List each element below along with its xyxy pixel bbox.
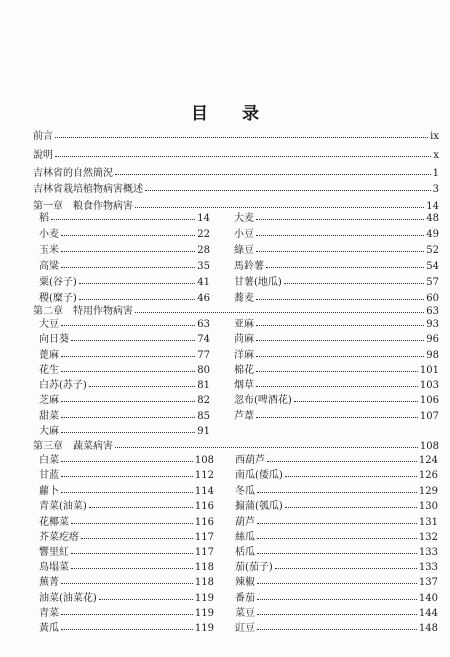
dot-leader	[55, 136, 428, 138]
toc-entry-page: 148	[418, 623, 438, 634]
toc-entry-page: 22	[197, 229, 210, 240]
dot-leader	[257, 598, 417, 600]
toc-entry-title: 豇豆	[235, 623, 255, 634]
dot-leader	[61, 491, 193, 493]
dot-leader	[256, 298, 424, 300]
toc-entry-title: 甜菜	[39, 411, 59, 422]
toc-entry[interactable]	[39, 365, 210, 377]
toc-entry-title: 辣椒	[235, 577, 255, 588]
toc-entry[interactable]	[39, 350, 210, 362]
toc-entry-title: 芦葦	[234, 411, 254, 422]
toc-entry-page: 117	[194, 547, 214, 558]
toc-entry[interactable]	[33, 168, 439, 180]
toc-entry-page: 41	[197, 277, 210, 288]
toc-entry[interactable]	[234, 261, 439, 273]
dot-leader	[61, 416, 195, 418]
toc-entry-title: 芥菜疙瘩	[39, 532, 79, 543]
toc-entry-title: 甘薯(地瓜)	[234, 277, 282, 288]
dot-leader	[61, 475, 193, 477]
toc-entry-page: 103	[419, 380, 439, 391]
dot-leader	[284, 282, 424, 284]
dot-leader	[257, 613, 417, 615]
toc-entry[interactable]	[234, 350, 439, 362]
toc-entry[interactable]	[234, 319, 439, 331]
toc-entry[interactable]	[39, 470, 214, 482]
toc-entry[interactable]	[39, 213, 210, 225]
dot-leader	[61, 400, 195, 402]
toc-entry-page: 144	[418, 608, 438, 619]
toc-entry-page: 116	[194, 501, 214, 512]
toc-entry-page: 96	[426, 334, 439, 345]
toc-entry-page: 52	[426, 245, 439, 256]
toc-entry[interactable]	[39, 411, 210, 423]
dot-leader	[71, 552, 193, 554]
toc-entry-title: 前言	[33, 131, 53, 142]
toc-entry-title: 青菜	[39, 608, 59, 619]
toc-entry[interactable]	[39, 623, 214, 635]
dot-leader	[257, 552, 417, 554]
toc-entry[interactable]	[39, 395, 210, 407]
toc-entry-title: 南瓜(倭瓜)	[235, 470, 283, 481]
toc-entry-page: 129	[418, 486, 438, 497]
toc-entry[interactable]	[235, 532, 438, 544]
toc-entry[interactable]	[39, 380, 210, 392]
toc-entry-page: 130	[418, 501, 438, 512]
toc-entry-title: 葫芦	[235, 517, 255, 528]
toc-entry-title: 白苏(苏子)	[39, 380, 87, 391]
toc-entry[interactable]	[39, 593, 214, 605]
toc-entry-title: 烟草	[234, 380, 254, 391]
toc-entry-page: 106	[419, 395, 439, 406]
toc-entry-title: 第一章 粮食作物病害	[33, 201, 133, 212]
dot-leader	[61, 370, 195, 372]
toc-entry-page: 107	[419, 411, 439, 422]
toc-entry[interactable]	[39, 486, 214, 498]
toc-entry-title: 大麻	[39, 426, 59, 437]
toc-entry-title: 高粱	[39, 261, 59, 272]
dot-leader	[275, 567, 417, 569]
toc-entry-title: 稷(糜子)	[39, 293, 77, 304]
toc-entry-page: 63	[197, 319, 210, 330]
dot-leader	[256, 250, 424, 252]
toc-entry-title: 亚麻	[234, 319, 254, 330]
toc-entry[interactable]	[39, 517, 214, 529]
toc-entry[interactable]	[235, 470, 438, 482]
toc-entry[interactable]	[235, 608, 438, 620]
toc-entry-title: 吉林省的自然簡況	[33, 168, 113, 179]
toc-entry-page: 85	[197, 411, 210, 422]
toc-entry-page: 124	[418, 455, 438, 466]
toc-entry-title: 花生	[39, 365, 59, 376]
dot-leader	[285, 506, 417, 508]
toc-entry-title: 粟(谷子)	[39, 277, 77, 288]
toc-entry-title: 第三章 蔬菜病害	[33, 441, 113, 452]
toc-entry-page: 82	[197, 395, 210, 406]
dot-leader	[285, 475, 417, 477]
toc-entry-title: 忽布(啤酒花)	[234, 395, 292, 406]
toc-entry-title: 綠豆	[234, 245, 254, 256]
toc-entry[interactable]	[235, 501, 438, 513]
dot-leader	[79, 298, 195, 300]
dot-leader	[99, 598, 193, 600]
toc-entry-page: 126	[418, 470, 438, 481]
toc-entry-title: 番茄	[235, 593, 255, 604]
toc-entry-title: 蘿卜	[39, 486, 59, 497]
dot-leader	[257, 522, 417, 524]
dot-leader	[79, 282, 195, 284]
toc-entry-page: 137	[418, 577, 438, 588]
dot-leader	[81, 537, 193, 539]
toc-entry[interactable]	[234, 334, 439, 346]
toc-entry-page: 91	[197, 426, 210, 437]
toc-entry[interactable]	[39, 577, 214, 589]
toc-entry-title: 冬瓜	[235, 486, 255, 497]
toc-entry-page: 132	[418, 532, 438, 543]
toc-entry[interactable]	[235, 455, 438, 467]
toc-entry-page: 46	[197, 293, 210, 304]
toc-entry-page: 80	[197, 365, 210, 376]
dot-leader	[256, 416, 418, 418]
toc-entry-page: x	[433, 150, 439, 161]
toc-entry-title: 蓖麻	[39, 350, 59, 361]
toc-entry-title: 吉林省栽培植物病害概述	[33, 184, 143, 195]
toc-entry[interactable]	[234, 277, 439, 289]
toc-entry-title: 油菜(油菜花)	[39, 593, 97, 604]
toc-entry-page: 131	[418, 517, 438, 528]
toc-entry[interactable]	[39, 261, 210, 273]
toc-entry-title: 說明	[33, 150, 53, 161]
toc-entry-page: 119	[194, 608, 214, 619]
toc-entry[interactable]	[39, 334, 210, 346]
dot-leader	[51, 218, 195, 220]
dot-leader	[61, 266, 195, 268]
toc-entry[interactable]	[39, 277, 210, 289]
toc-entry[interactable]	[39, 532, 214, 544]
toc-entry[interactable]	[235, 486, 438, 498]
toc-entry-title: 甘蓝	[39, 470, 59, 481]
toc-entry-page: 116	[194, 517, 214, 528]
toc-entry-title: 向日葵	[39, 334, 69, 345]
dot-leader	[145, 189, 431, 191]
toc-entry-page: 133	[418, 562, 438, 573]
toc-entry[interactable]	[33, 131, 439, 143]
toc-entry-page: 118	[194, 562, 214, 573]
toc-entry-title: 棉花	[234, 365, 254, 376]
toc-entry[interactable]	[39, 229, 210, 241]
toc-entry[interactable]	[33, 184, 439, 196]
toc-entry[interactable]	[39, 562, 214, 574]
dot-leader	[89, 506, 193, 508]
dot-leader	[61, 234, 195, 236]
dot-leader	[257, 628, 417, 630]
toc-entry-title: 小麦	[39, 229, 59, 240]
toc-entry-page: 60	[426, 293, 439, 304]
toc-entry-title: 白菜	[39, 455, 59, 466]
chapter-heading[interactable]	[33, 201, 439, 213]
dot-leader	[61, 250, 195, 252]
toc-entry-title: 搧蒲(瓠瓜)	[235, 501, 283, 512]
toc-entry-page: 119	[194, 623, 214, 634]
dot-leader	[89, 385, 195, 387]
dot-leader	[256, 218, 424, 220]
toc-entry[interactable]	[234, 213, 439, 225]
toc-entry-title: 茄(茄子)	[235, 562, 273, 573]
toc-entry-title: 花椰菜	[39, 517, 69, 528]
toc-entry-title: 栝瓜	[235, 547, 255, 558]
toc-entry[interactable]	[234, 411, 439, 423]
toc-entry-page: 93	[426, 319, 439, 330]
toc-entry-title: 馬鈴薯	[234, 261, 264, 272]
toc-entry-title: 蕎麦	[234, 293, 254, 304]
dot-leader	[257, 582, 417, 584]
dot-leader	[55, 155, 431, 157]
toc-entry-page: 117	[194, 532, 214, 543]
dot-leader	[135, 311, 424, 313]
page-title: 目 录	[191, 104, 273, 124]
dot-leader	[61, 628, 193, 630]
toc-entry[interactable]	[39, 319, 210, 331]
toc-entry-title: 大麦	[234, 213, 254, 224]
chapter-heading[interactable]	[33, 441, 439, 453]
toc-entry-page: 28	[197, 245, 210, 256]
toc-entry-page: 108	[419, 441, 439, 452]
toc-entry[interactable]	[235, 547, 438, 559]
toc-entry[interactable]	[33, 150, 439, 162]
toc-entry-page: 98	[426, 350, 439, 361]
toc-entry-page: 119	[194, 593, 214, 604]
dot-leader	[267, 460, 417, 462]
toc-entry[interactable]	[39, 547, 214, 559]
toc-entry-title: 鳥塌菜	[39, 562, 69, 573]
toc-entry[interactable]	[235, 517, 438, 529]
toc-entry-title: 玉米	[39, 245, 59, 256]
dot-leader	[115, 446, 418, 448]
dot-leader	[257, 537, 417, 539]
toc-entry-page: 77	[197, 350, 210, 361]
toc-entry[interactable]	[39, 455, 214, 467]
toc-entry-page: 14	[426, 201, 439, 212]
toc-entry[interactable]	[234, 245, 439, 257]
dot-leader	[257, 491, 417, 493]
toc-entry-title: 第二章 特用作物病害	[33, 306, 133, 317]
dot-leader	[61, 460, 193, 462]
toc-entry-page: 48	[426, 213, 439, 224]
toc-entry-page: 57	[426, 277, 439, 288]
toc-entry[interactable]	[235, 577, 438, 589]
toc-entry[interactable]	[39, 293, 210, 305]
toc-entry-page: 101	[419, 365, 439, 376]
toc-entry-title: 蕪菁	[39, 577, 59, 588]
toc-entry-page: 35	[197, 261, 210, 272]
dot-leader	[61, 355, 195, 357]
dot-leader	[61, 582, 193, 584]
toc-entry-title: 芝麻	[39, 395, 59, 406]
toc-entry[interactable]	[234, 293, 439, 305]
toc-entry[interactable]	[39, 608, 214, 620]
toc-entry[interactable]	[39, 426, 210, 438]
dot-leader	[294, 400, 418, 402]
toc-entry[interactable]	[235, 593, 438, 605]
dot-leader	[256, 324, 424, 326]
toc-entry-title: 青菜(油菜)	[39, 501, 87, 512]
toc-entry-page: 14	[197, 213, 210, 224]
toc-entry-title: 絲瓜	[235, 532, 255, 543]
toc-entry-page: 118	[194, 577, 214, 588]
toc-entry-title: 響里紅	[39, 547, 69, 558]
toc-entry-page: 54	[426, 261, 439, 272]
dot-leader	[71, 567, 193, 569]
dot-leader	[256, 339, 424, 341]
toc-entry-title: 稻	[39, 213, 49, 224]
toc-entry[interactable]	[234, 365, 439, 377]
dot-leader	[256, 370, 418, 372]
dot-leader	[61, 324, 195, 326]
toc-entry-title: 苘麻	[234, 334, 254, 345]
toc-entry[interactable]	[39, 501, 214, 513]
toc-entry-title: 黃瓜	[39, 623, 59, 634]
toc-entry-page: ix	[430, 131, 439, 142]
toc-entry-page: 49	[426, 229, 439, 240]
toc-entry[interactable]	[39, 245, 210, 257]
toc-entry-title: 洋麻	[234, 350, 254, 361]
dot-leader	[115, 173, 431, 175]
dot-leader	[71, 339, 195, 341]
toc-entry-title: 西葫芦	[235, 455, 265, 466]
toc-entry-page: 140	[418, 593, 438, 604]
dot-leader	[256, 234, 424, 236]
dot-leader	[266, 266, 424, 268]
toc-entry[interactable]	[234, 229, 439, 241]
toc-entry-page: 114	[194, 486, 214, 497]
toc-entry[interactable]	[235, 562, 438, 574]
toc-entry-page: 74	[197, 334, 210, 345]
toc-entry-page: 133	[418, 547, 438, 558]
toc-entry-page: 63	[426, 306, 439, 317]
dot-leader	[61, 613, 193, 615]
toc-entry[interactable]	[234, 395, 439, 407]
toc-entry-title: 菜豆	[235, 608, 255, 619]
dot-leader	[256, 355, 424, 357]
chapter-heading[interactable]	[33, 306, 439, 318]
toc-entry-page: 108	[194, 455, 214, 466]
toc-entry-page: 81	[197, 380, 210, 391]
dot-leader	[61, 431, 195, 433]
toc-entry-title: 小豆	[234, 229, 254, 240]
toc-entry-title: 大豆	[39, 319, 59, 330]
dot-leader	[135, 206, 424, 208]
toc-entry-page: 3	[432, 184, 439, 195]
toc-entry[interactable]	[235, 623, 438, 635]
dot-leader	[256, 385, 418, 387]
toc-entry[interactable]	[234, 380, 439, 392]
toc-entry-page: 1	[432, 168, 439, 179]
dot-leader	[71, 522, 193, 524]
toc-entry-page: 112	[194, 470, 214, 481]
